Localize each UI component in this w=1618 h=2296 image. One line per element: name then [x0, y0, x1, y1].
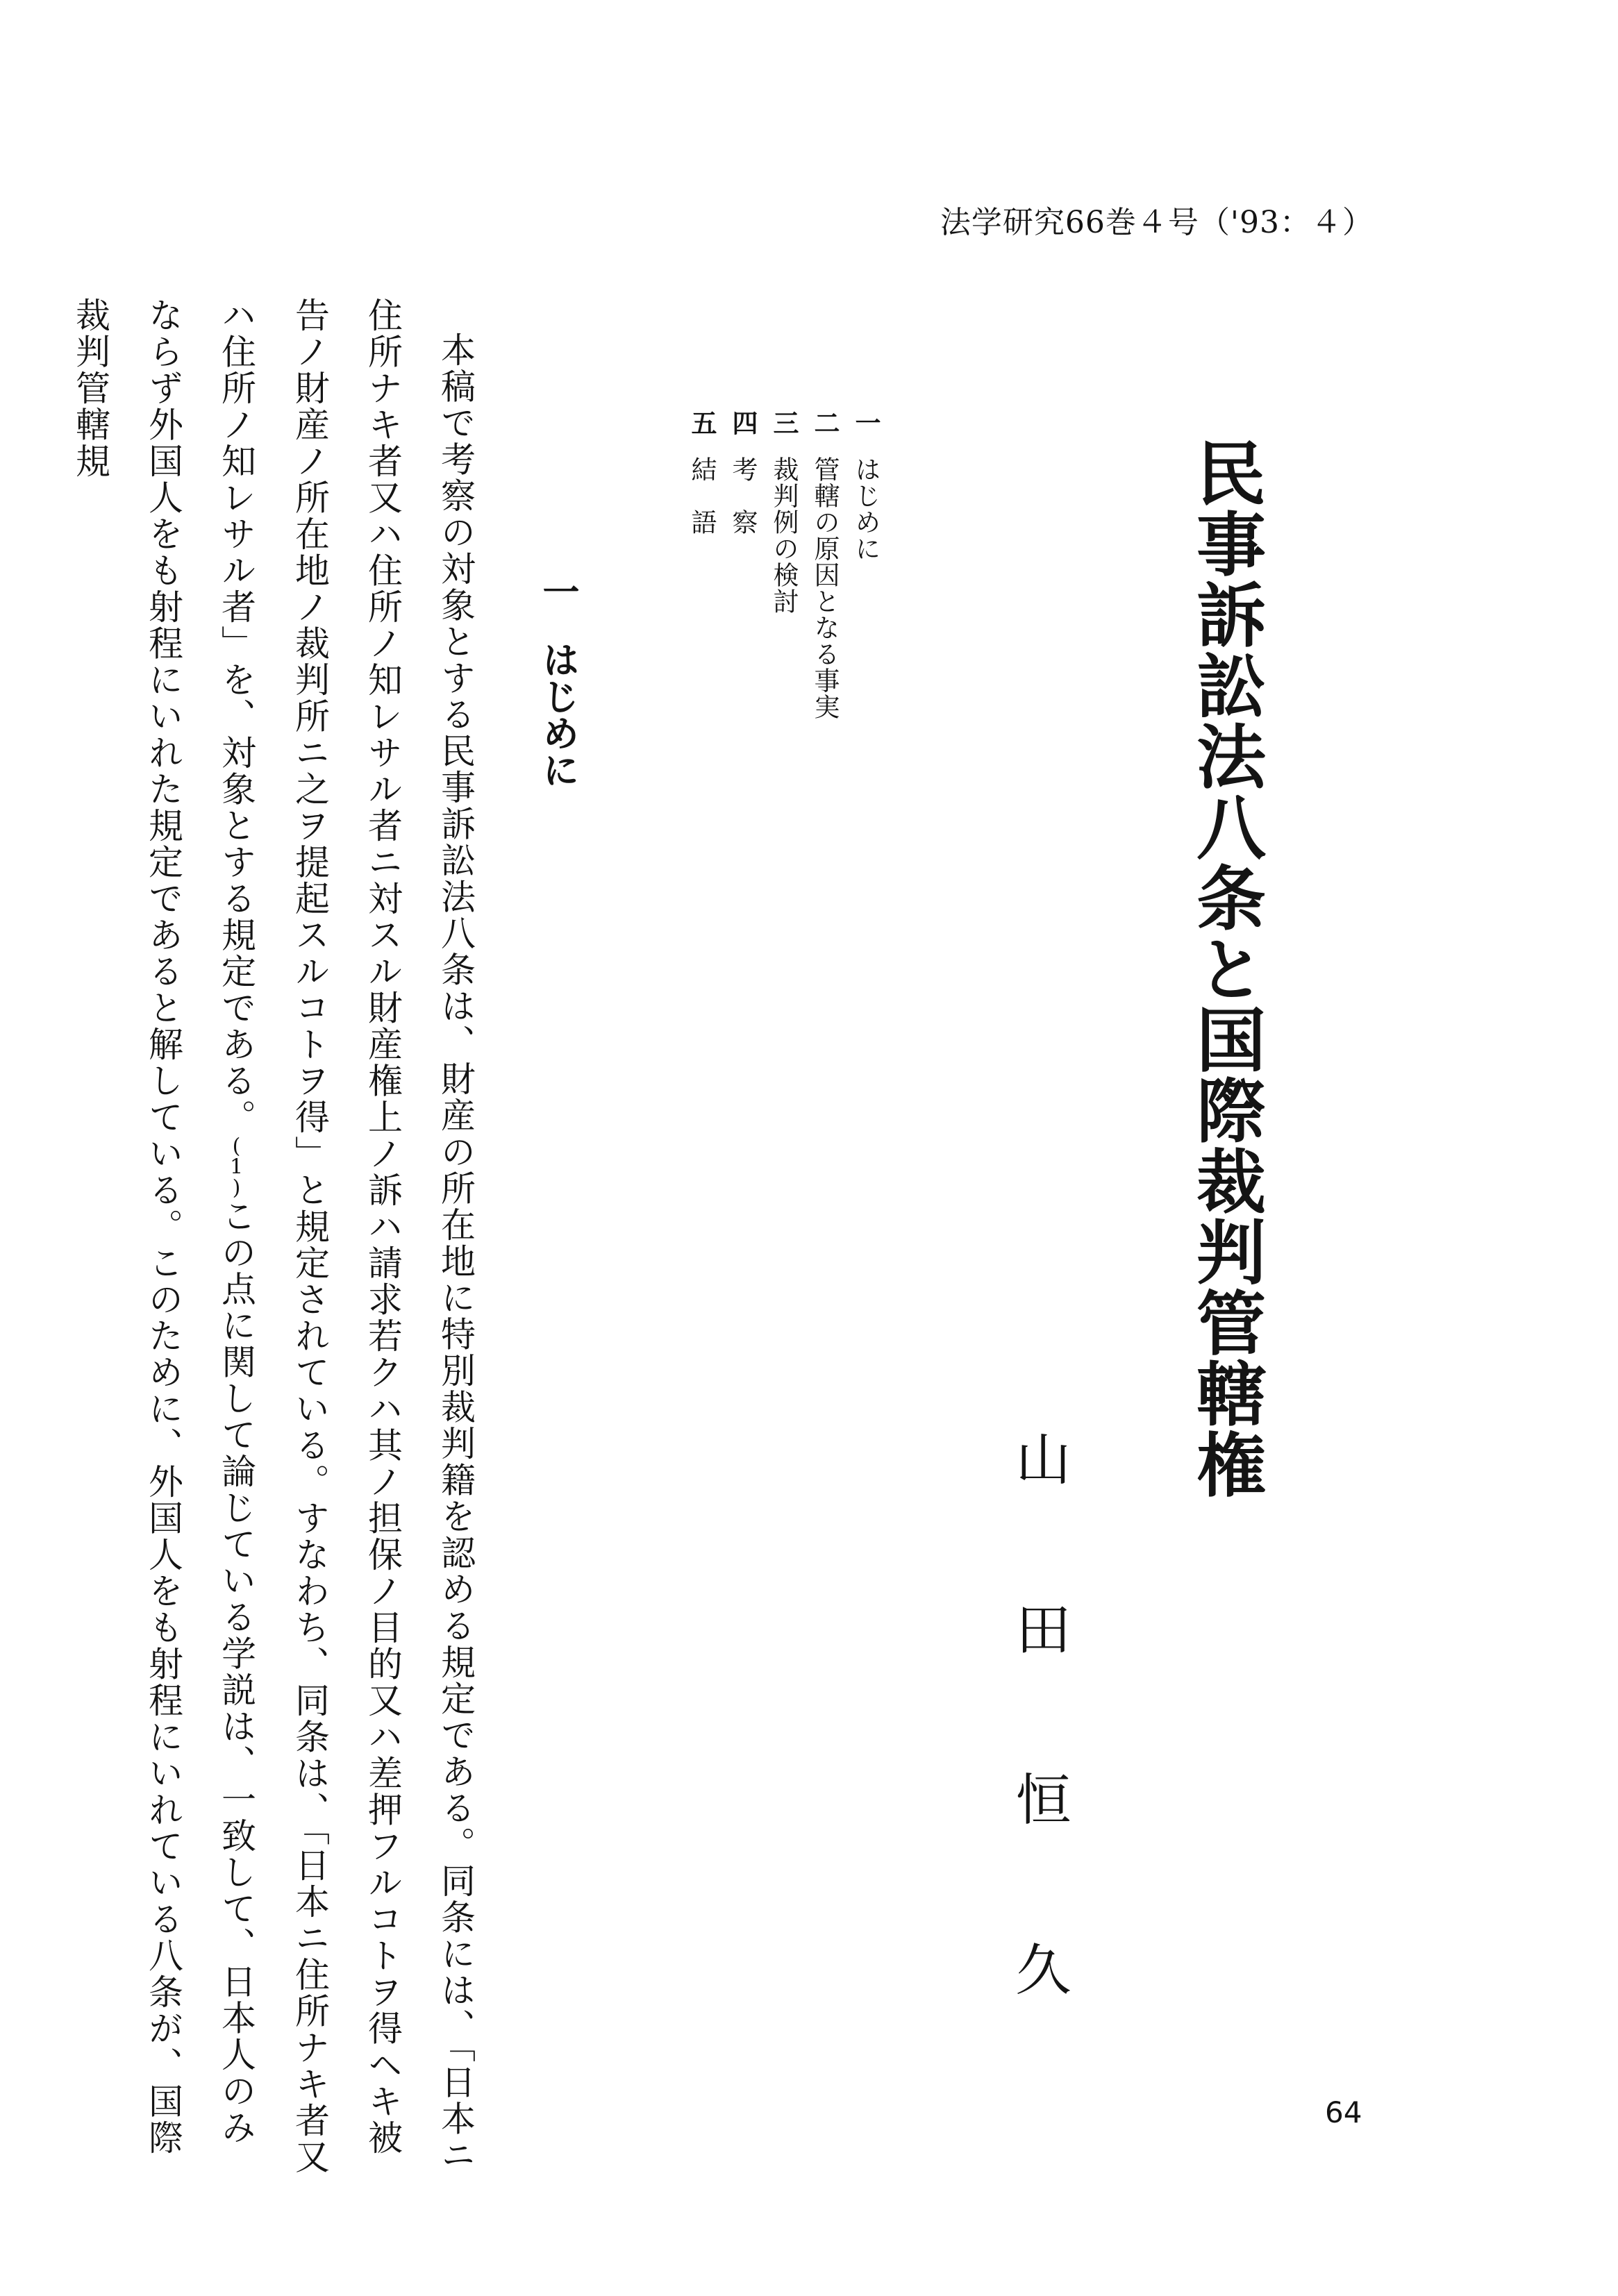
page-number: 64 — [1325, 2095, 1362, 2129]
toc-item-number: 二 — [810, 410, 840, 435]
toc-item-number: 四 — [728, 410, 758, 435]
body-paragraph — [53, 297, 492, 2179]
toc-item — [730, 410, 756, 826]
toc-item — [810, 410, 840, 826]
table-of-contents — [649, 410, 881, 826]
toc-item-label: 考 察 — [728, 456, 758, 535]
section-heading-text: はじめに — [537, 641, 580, 788]
body-text-after-note: この点に関して論じている学説は、一致して、日本人のみならず外国人をも射程にいれた規定であると解している。このために、外国人をも射程にいれている八条が、国際裁判管轄規 — [70, 297, 256, 2156]
toc-item-number: 五 — [687, 410, 717, 435]
section-heading — [537, 573, 580, 788]
footnote-ref-number: 1 — [229, 1156, 244, 1178]
article-title: 民事訴訟法八条と国際裁判管轄権 — [1185, 437, 1267, 1500]
toc-item — [771, 410, 797, 826]
toc-item-label: はじめに — [851, 456, 881, 562]
toc-item — [689, 410, 715, 826]
author-name: 山田恒久 — [1006, 1430, 1071, 2111]
footnote-ref[interactable]: (1) — [224, 1136, 249, 1198]
body-text-before-note: 本稿で考察の対象とする民事訴訟法八条は、財産の所在地に特別裁判籍を認める規定である。同条には、「日本ニ住所ナキ者又ハ住所ノ知レサル者ニ対スル財産権上ノ訴ハ請求若クハ其ノ担保ノ目的又ハ差押フルコトヲ得ヘキ被告ノ財産ノ所在地ノ裁判所ニ之ヲ提起スルコトヲ得」と規定されている。すなわち、同条は、「日本ニ住所ナキ者又ハ住所ノ知レサル者」を、対象とする規定である。 — [216, 297, 476, 2175]
toc-item-label: 裁判例の検討 — [769, 456, 799, 614]
toc-item-number: 一 — [851, 410, 881, 435]
toc-item — [851, 410, 881, 826]
toc-item-number: 三 — [769, 410, 799, 435]
body-text — [70, 297, 492, 2179]
journal-header: 法学研究66巻４号（'93：４） — [940, 205, 1374, 240]
section-number: 一 — [537, 573, 580, 610]
toc-item-label: 結 語 — [687, 456, 717, 535]
toc-item-label: 管轄の原因となる事実 — [810, 456, 840, 720]
